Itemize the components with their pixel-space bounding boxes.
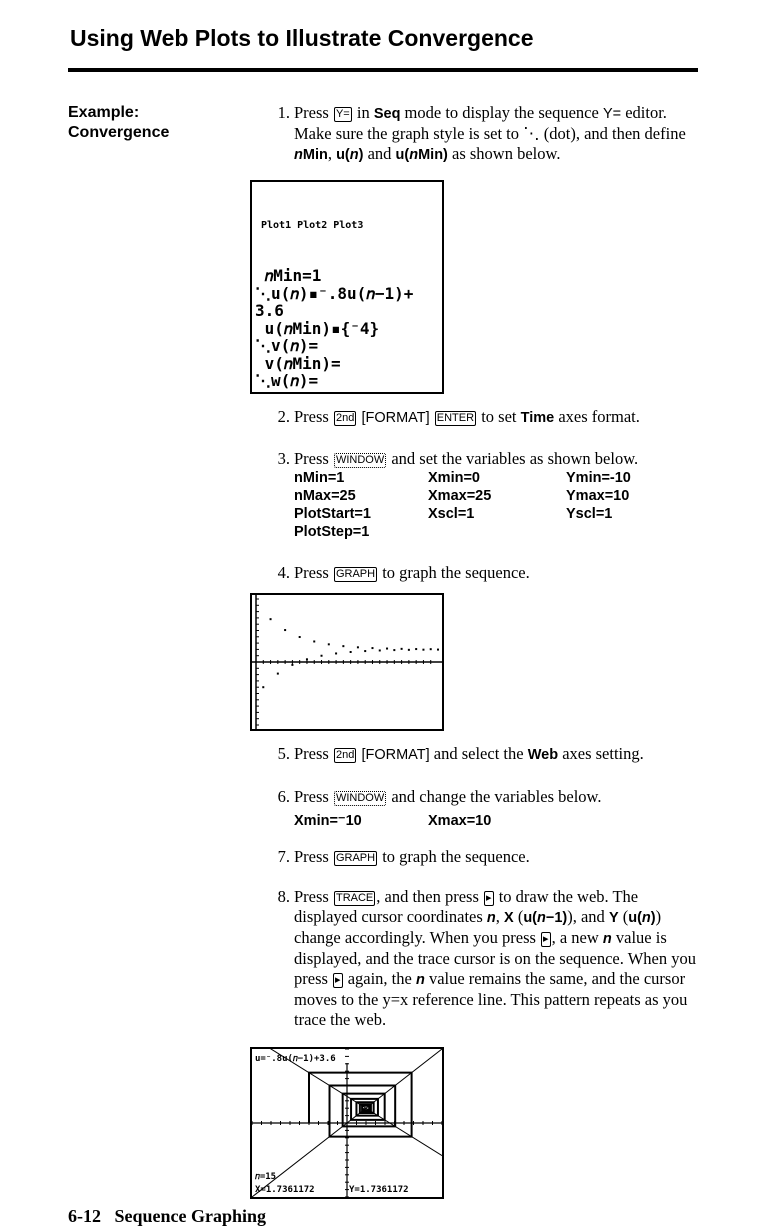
key-glyph: TRACE xyxy=(335,891,374,904)
step-2-text xyxy=(294,407,700,428)
text-segment: , xyxy=(327,144,337,163)
time-plot xyxy=(252,595,442,729)
example-label-line1: Example: xyxy=(68,104,140,121)
sequence-point xyxy=(415,648,417,650)
step-number: 2. xyxy=(277,406,290,426)
sequence-point xyxy=(291,663,293,665)
text-segment: Seq xyxy=(373,106,401,122)
step-1-text xyxy=(294,103,700,165)
sequence-point xyxy=(379,649,381,651)
window-vars-time xyxy=(294,469,700,541)
sequence-point xyxy=(321,654,323,656)
window-var: Ymax=10 xyxy=(566,487,630,504)
text-segment: n xyxy=(415,971,425,988)
text-segment: u( xyxy=(628,909,642,926)
text-segment: , a new xyxy=(551,927,603,947)
key-glyph: Y= xyxy=(335,108,350,120)
sequence-point xyxy=(408,648,410,650)
editor-line: u(𝑛Min)▪{⁻4} xyxy=(255,318,380,338)
var-xmin: Xmin=⁻10 xyxy=(294,812,362,829)
step-number: 3. xyxy=(277,448,290,468)
text-segment: Press xyxy=(294,103,333,122)
text-segment: in xyxy=(352,103,374,122)
var-xmax: Xmax=10 xyxy=(428,812,492,829)
plot-selector: Plot1 Plot2 Plot3 xyxy=(261,220,364,231)
window-var xyxy=(566,523,700,541)
step-3-text xyxy=(294,449,700,469)
text-segment: as shown below. xyxy=(447,144,561,163)
text-segment: u( xyxy=(523,909,537,926)
sequence-point xyxy=(357,646,359,648)
step-number: 5. xyxy=(277,743,290,763)
text-segment: axes setting. xyxy=(558,743,644,763)
text-segment: value remains the same, and the cursor moves to the y=x reference line. This pattern repeats as you trace the web. xyxy=(294,968,688,1029)
text-segment: Press xyxy=(294,886,333,906)
sequence-point xyxy=(393,649,395,651)
step-2 xyxy=(270,407,700,428)
page-footer: 6-12 Sequence Graphing xyxy=(68,1205,267,1226)
text-segment: n xyxy=(537,909,546,926)
text-segment: (dot), and then define xyxy=(539,124,686,143)
sequence-point xyxy=(430,648,432,650)
key-glyph: ▸ xyxy=(335,973,341,986)
window-var: nMin=1 xyxy=(294,469,345,486)
sequence-point xyxy=(277,672,279,674)
text-segment: to graph the sequence. xyxy=(378,846,530,866)
window-var: Xmin=0 xyxy=(428,469,480,486)
title-divider xyxy=(68,68,698,72)
sequence-point xyxy=(284,629,286,631)
page-title: Using Web Plots to Illustrate Convergence xyxy=(70,25,534,51)
text-segment: to draw the web. The displayed cursor coordinates xyxy=(294,886,639,926)
text-segment: n xyxy=(409,147,419,163)
x-readout: X=1.7361172 xyxy=(255,1184,315,1195)
text-segment: value is displayed, and the trace cursor is on the sequence. When you press xyxy=(294,927,696,988)
step-5 xyxy=(270,744,700,765)
editor-line: ⋱u(𝑛)▪⁻.8u(𝑛−1)+ xyxy=(255,283,414,303)
text-segment: ( xyxy=(618,906,629,926)
text-segment: u( xyxy=(395,147,410,163)
sequence-point xyxy=(437,648,439,650)
web-plot-screen xyxy=(250,1047,444,1199)
window-var: PlotStep=1 xyxy=(294,523,370,540)
step-7 xyxy=(270,847,700,867)
text-segment: mode to display the sequence xyxy=(400,103,603,122)
text-segment: Time xyxy=(520,409,555,426)
window-var: Xmax=25 xyxy=(428,487,492,504)
key-glyph: ENTER xyxy=(436,411,475,424)
sequence-point xyxy=(335,652,337,654)
key-glyph: 2nd xyxy=(335,748,355,761)
text-segment: Press xyxy=(294,743,333,763)
text-segment: ), and xyxy=(567,906,609,926)
n-readout: 𝑛=15 xyxy=(255,1171,277,1182)
text-segment: ) xyxy=(358,147,364,163)
step-6-text xyxy=(294,787,700,807)
sequence-editor-screen xyxy=(250,180,444,394)
web-plot xyxy=(252,1049,442,1197)
key-glyph: 2nd xyxy=(335,411,355,424)
text-segment: n xyxy=(486,909,496,926)
sequence-point xyxy=(270,618,272,620)
text-segment: and select the xyxy=(429,743,528,763)
key-glyph: WINDOW xyxy=(335,791,385,804)
step-number: 8. xyxy=(277,886,290,906)
text-segment: u( xyxy=(336,147,350,163)
editor-line: ⋱w(𝑛)= xyxy=(255,371,319,390)
web-equation: u=⁻.8u(𝑛−1)+3.6 xyxy=(255,1053,336,1064)
text-segment: n xyxy=(602,930,612,947)
step-7-text xyxy=(294,847,700,867)
text-segment: −1) xyxy=(545,909,568,926)
text-segment: n xyxy=(294,147,303,163)
text-segment: Press xyxy=(294,846,333,866)
window-var: Xscl=1 xyxy=(428,505,475,522)
step-number: 6. xyxy=(277,786,290,806)
editor-line: v(𝑛Min)= xyxy=(255,353,341,373)
steps-column xyxy=(255,103,700,1199)
step-6 xyxy=(270,787,700,807)
editor-line: 𝑛Min=1 xyxy=(255,266,322,285)
editor-line: 3.6 xyxy=(255,301,284,320)
example-label-line2: Convergence xyxy=(68,124,170,141)
text-segment: X xyxy=(504,909,514,926)
text-segment xyxy=(430,407,434,426)
example-label xyxy=(68,103,270,1199)
text-segment: Press xyxy=(294,562,333,582)
window-var: nMax=25 xyxy=(294,487,356,504)
window-var xyxy=(428,523,566,541)
text-segment: , xyxy=(495,906,505,926)
sequence-point xyxy=(350,650,352,652)
sequence-point xyxy=(328,643,330,645)
text-segment: Y= xyxy=(602,106,622,122)
window-var: PlotStart=1 xyxy=(294,505,371,522)
step-number: 1. xyxy=(277,103,290,122)
text-segment: and set the variables as shown below. xyxy=(387,448,639,468)
key-glyph: ▸ xyxy=(486,891,492,904)
y-readout: Y=1.7361172 xyxy=(349,1184,409,1195)
text-segment: ( xyxy=(513,906,524,926)
sequence-point xyxy=(371,647,373,649)
sequence-point xyxy=(401,647,403,649)
time-plot-screen xyxy=(250,593,444,731)
text-segment: to graph the sequence. xyxy=(378,562,530,582)
step-5-text xyxy=(294,744,700,765)
text-segment: Min xyxy=(302,147,328,163)
sequence-point xyxy=(386,647,388,649)
sequence-point xyxy=(364,650,366,652)
sequence-point xyxy=(342,645,344,647)
text-segment: n xyxy=(349,147,359,163)
sequence-point xyxy=(313,640,315,642)
sequence-point xyxy=(262,686,264,688)
step-3 xyxy=(270,449,700,469)
step-1 xyxy=(270,103,700,165)
text-segment: to set xyxy=(477,406,521,426)
text-segment: Press xyxy=(294,786,333,806)
step-number: 4. xyxy=(277,562,290,582)
key-glyph: ▸ xyxy=(543,932,549,945)
text-segment: Min) xyxy=(418,147,448,163)
text-segment: again, the xyxy=(343,968,416,988)
window-vars-web xyxy=(294,812,700,830)
text-segment: editor. Make sure the graph style is set to xyxy=(294,103,667,143)
text-segment: Y xyxy=(608,909,619,926)
sequence-point xyxy=(422,648,424,650)
key-glyph: GRAPH xyxy=(335,851,376,864)
step-4 xyxy=(270,563,700,583)
text-segment: ⋱ xyxy=(523,124,540,143)
window-var: Ymin=-10 xyxy=(566,469,631,486)
sequence-point xyxy=(299,636,301,638)
text-segment: ) change accordingly. When you press xyxy=(294,906,662,947)
step-number: 7. xyxy=(277,846,290,866)
example-body xyxy=(68,103,708,1199)
text-segment: and xyxy=(363,144,396,163)
text-segment: Press xyxy=(294,448,333,468)
editor-line: ⋱v(𝑛)= xyxy=(255,336,319,355)
key-glyph: WINDOW xyxy=(335,453,385,466)
text-segment: [FORMAT] xyxy=(361,746,430,763)
text-segment: ) xyxy=(650,909,656,926)
editor-lines xyxy=(252,182,442,392)
text-segment: and change the variables below. xyxy=(387,786,602,806)
text-segment: [FORMAT] xyxy=(361,409,430,426)
text-segment: Press xyxy=(294,406,333,426)
key-glyph: GRAPH xyxy=(335,567,376,580)
step-4-text xyxy=(294,563,700,583)
text-segment: Web xyxy=(527,746,559,763)
text-segment: axes format. xyxy=(554,406,640,426)
window-var: Yscl=1 xyxy=(566,505,613,522)
step-8 xyxy=(270,887,700,1030)
text-segment: n xyxy=(641,909,651,926)
text-segment: , and then press xyxy=(376,886,484,906)
step-8-text xyxy=(294,887,700,1030)
